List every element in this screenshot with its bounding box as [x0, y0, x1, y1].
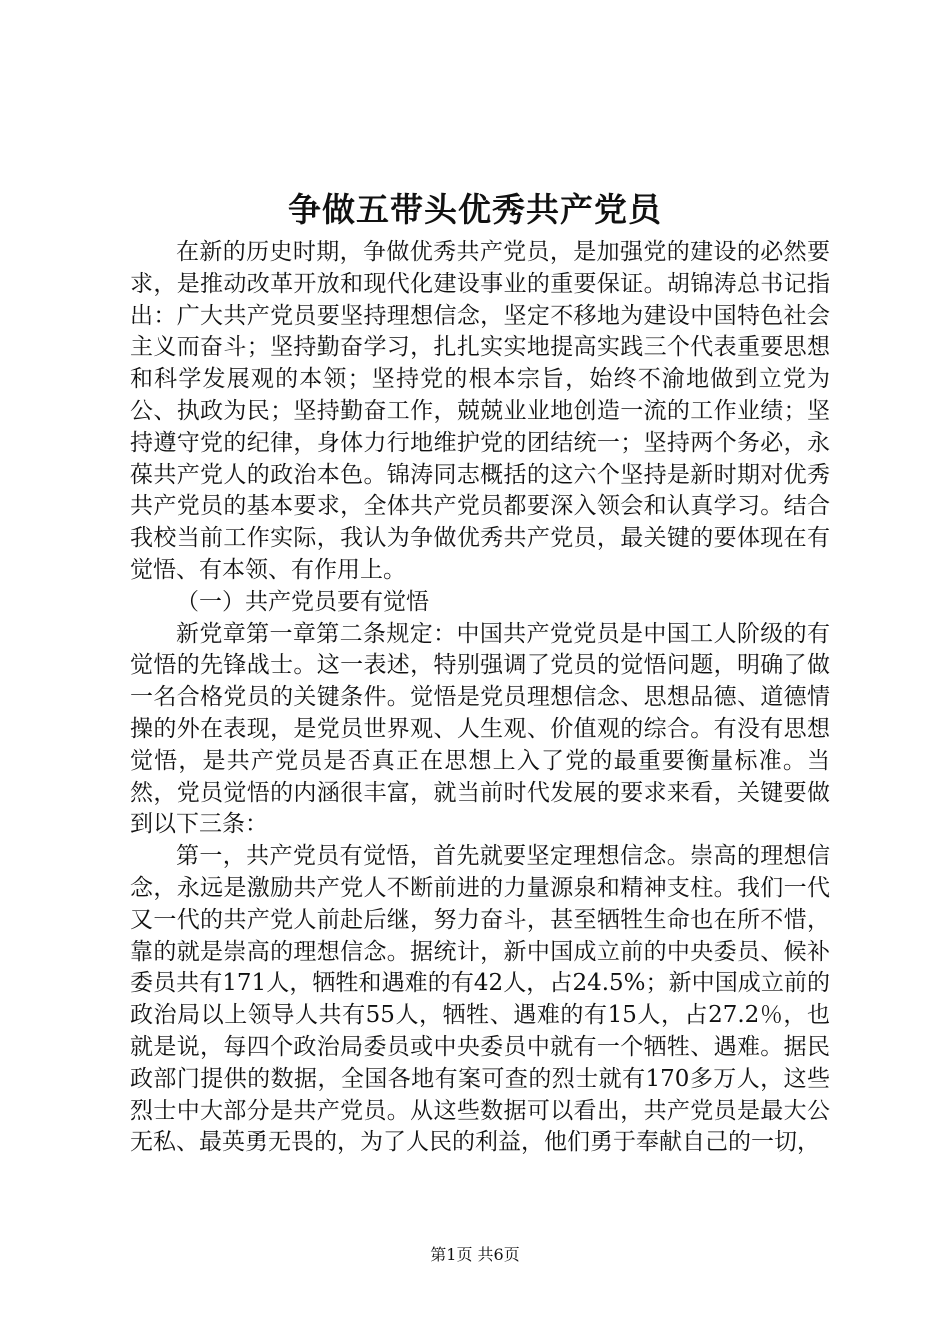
document-title: 争做五带头优秀共产党员 — [288, 190, 662, 229]
page-number: 第1页 共6页 — [430, 1245, 520, 1264]
paragraph-party-constitution: 新党章第一章第二条规定：中国共产党党员是中国工人阶级的有觉悟的先锋战士。这一表述，特别强调了党员的觉悟问题，明确了做一名合格党员的关键条件。觉悟是党员理想信念、思想品德、道德情操的外在表现，是党员世界观、人生观、价值观的综合。有没有思想觉悟，是共产党员是否真正在思想上入了党的最重要衡量标准。当然，党员觉悟的内涵很丰富，就当前时代发展的要求来看，关键要做到以下三条： — [130, 620, 830, 838]
paragraph-intro: 在新的历史时期，争做优秀共产党员，是加强党的建设的必然要求，是推动改革开放和现代化建设事业的重要保证。胡锦涛总书记指出：广大共产党员要坚持理想信念，坚定不移地为建设中国特色社会主义而奋斗；坚持勤奋学习，扎扎实实地提高实践三个代表重要思想和科学发展观的本领；坚持党的根本宗旨，始终不渝地做到立党为公、执政为民；坚持勤奋工作，兢兢业业地创造一流的工作业绩；坚持遵守党的纪律，身体力行地维护党的团结统一；坚持两个务必，永葆共产党人的政治本色。锦涛同志概括的这六个坚持是新时期对优秀共产党员的基本要求，全体共产党员都要深入领会和认真学习。结合我校当前工作实际，我认为争做优秀共产党员，最关键的要体现在有觉悟、有本领、有作用上。 — [130, 239, 830, 583]
section-heading: （一）共产党员要有觉悟 — [176, 588, 429, 615]
document-body — [130, 237, 830, 1159]
paragraph-ideals: 第一，共产党员有觉悟，首先就要坚定理想信念。崇高的理想信念，永远是激励共产党人不断前进的力量源泉和精神支柱。我们一代又一代的共产党人前赴后继，努力奋斗，甚至牺牲生命也在所不惜，靠的就是崇高的理想信念。据统计，新中国成立前的中央委员、候补委员共有171人，牺牲和遇难的有42人，占24.5%；新中国成立前的政治局以上领导人共有55人，牺牲、遇难的有15人，占27.2％，也就是说，每四个政治局委员或中央委员中就有一个牺牲、遇难。据民政部门提供的数据，全国各地有案可查的烈士就有170多万人，这些烈士中大部分是共产党员。从这些数据可以看出，共产党员是最大公无私、最英勇无畏的，为了人民的利益，他们勇于奉献自己的一切， — [130, 843, 830, 1156]
